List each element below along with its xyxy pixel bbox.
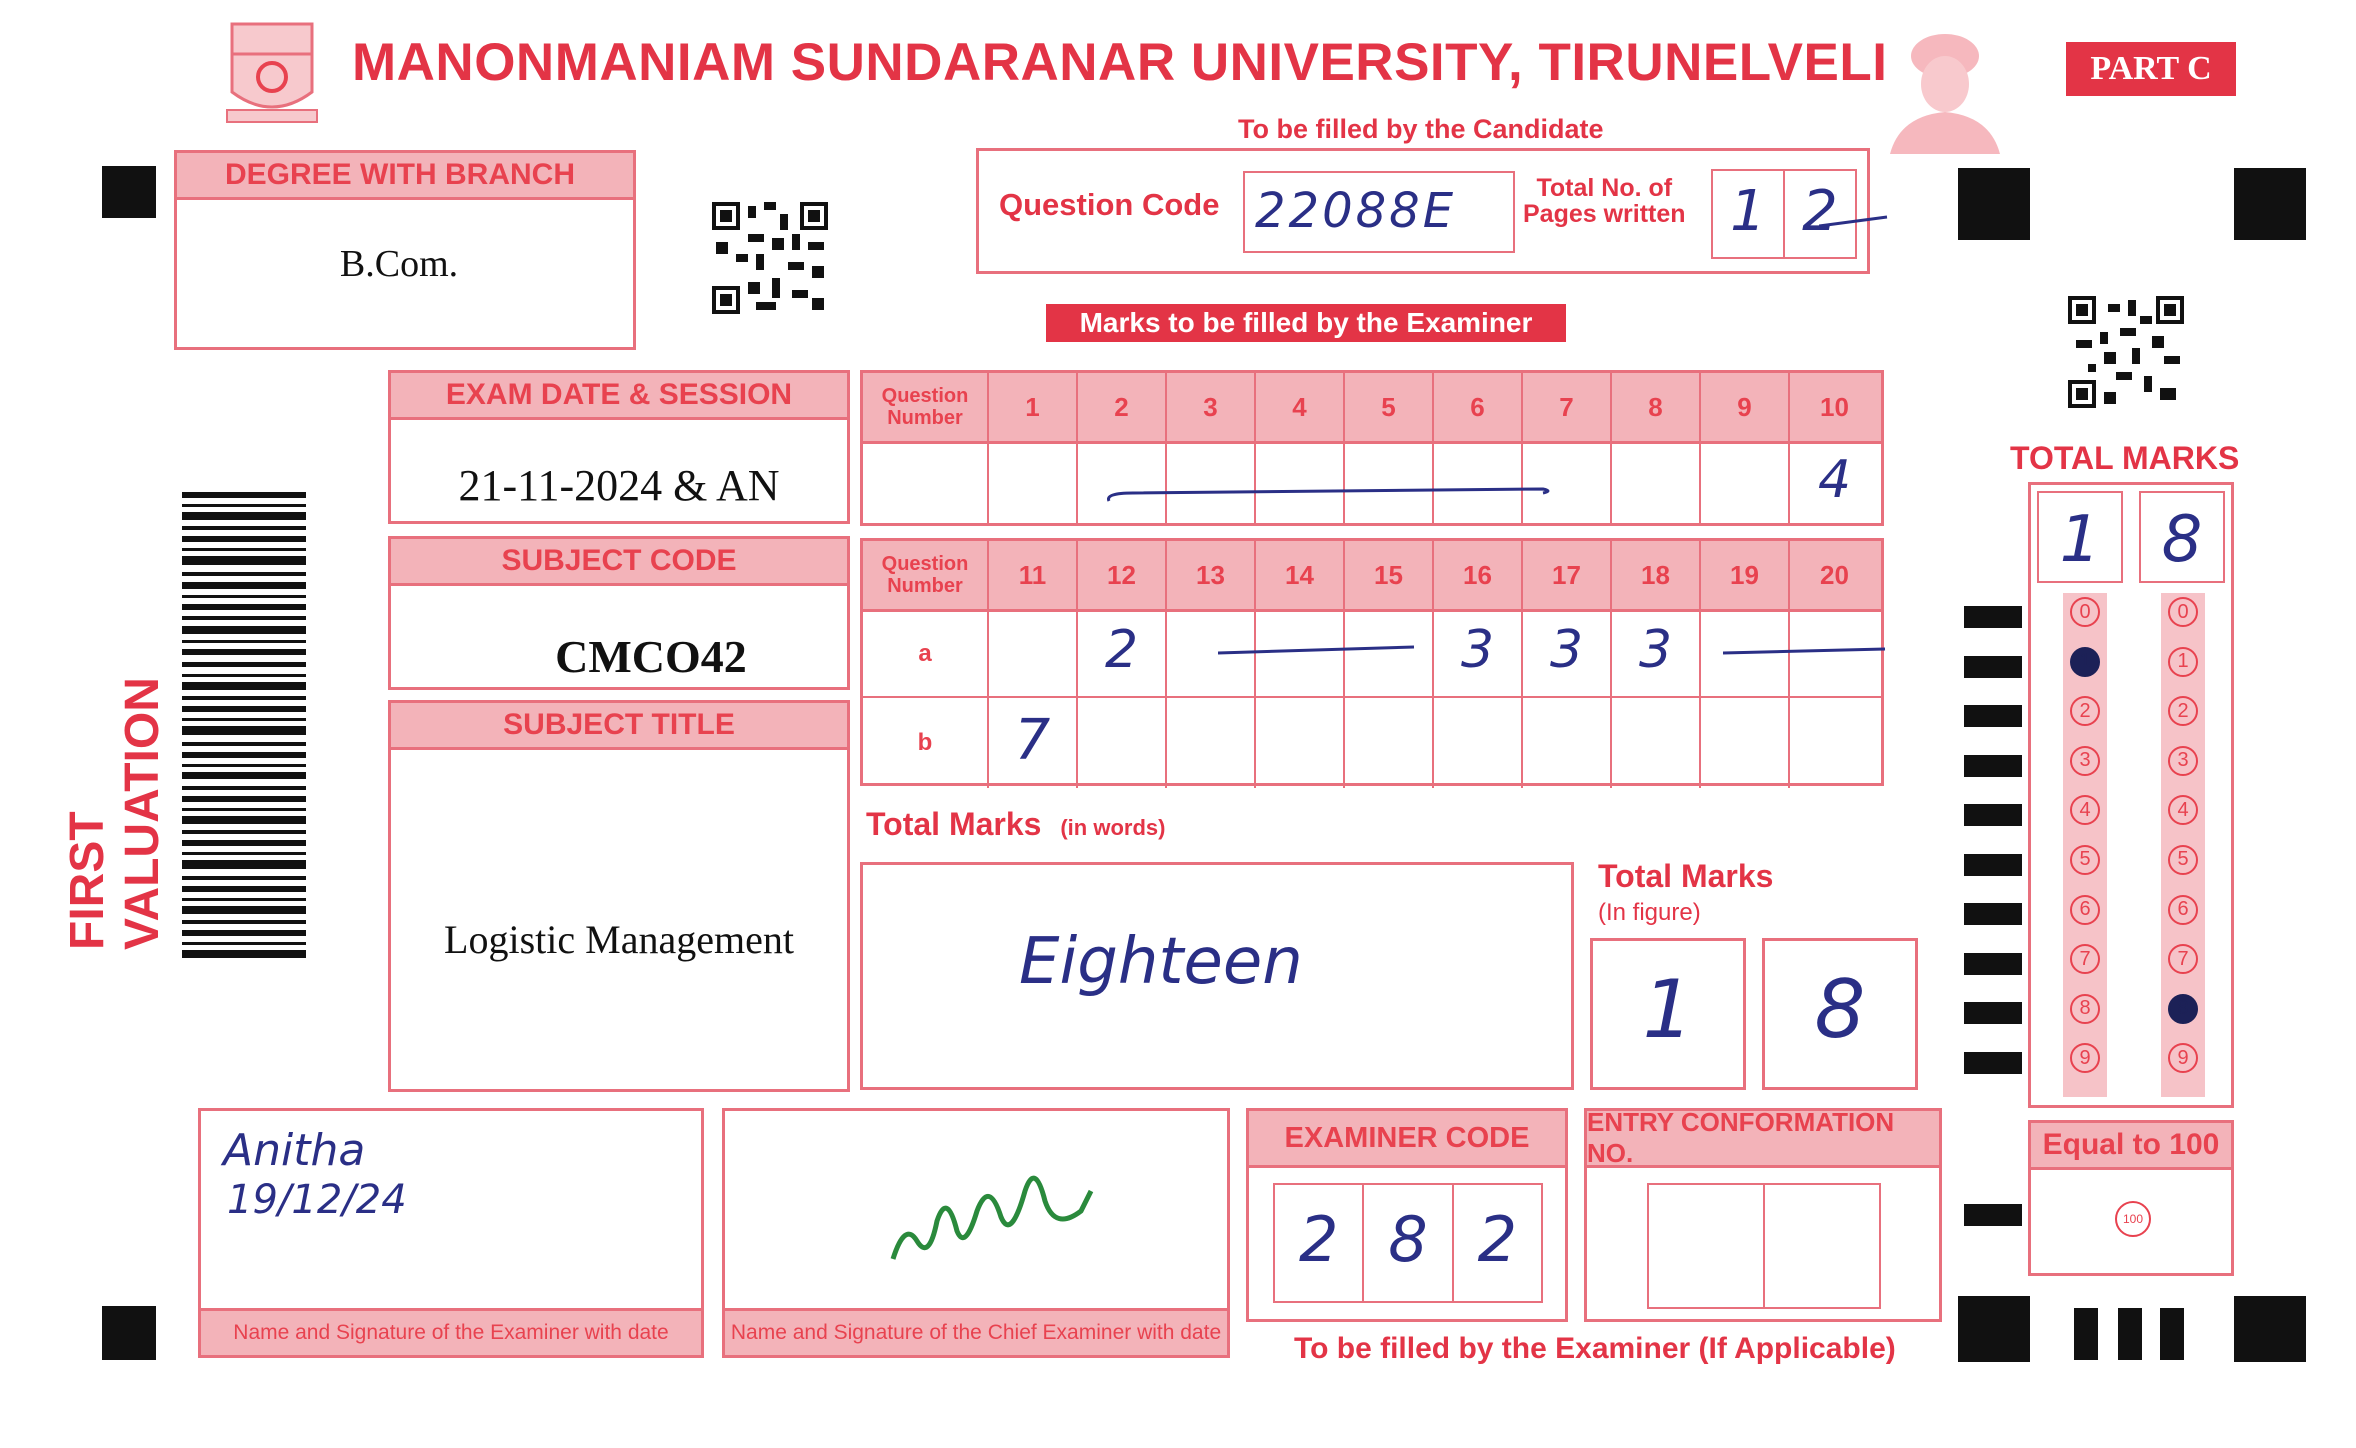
total-words-label [866, 806, 1165, 843]
timing-mark [1964, 1052, 2022, 1074]
total-figure-label [1598, 858, 1773, 927]
examiner-code-box [1246, 1108, 1568, 1322]
total-words-box [860, 862, 1574, 1090]
subject-code-box [388, 536, 850, 690]
mark-cell[interactable] [1256, 698, 1345, 788]
timing-mark [1964, 755, 2022, 777]
pages-label-line2: Pages written [1523, 200, 1686, 228]
question-code-box [976, 148, 1870, 274]
question-number: 6 [1434, 373, 1523, 441]
entry-confirmation-fields [1647, 1183, 1881, 1309]
row-a-label: a [863, 612, 989, 696]
bubble-list-2 [2168, 597, 2198, 1093]
pages-strike [1819, 211, 1889, 231]
total-figure-sub: (In figure) [1598, 899, 1701, 926]
subject-code-value: CMCO42 [555, 631, 747, 682]
degree-value: B.Com. [339, 243, 459, 285]
entry-confirmation-field[interactable] [1765, 1185, 1879, 1307]
question-number-label [863, 541, 989, 609]
examiner-code-digit[interactable]: 2 [1275, 1185, 1364, 1301]
chief-signature-box [722, 1108, 1230, 1358]
question-code-label: Question Code [999, 187, 1220, 222]
strike-line [1218, 641, 1418, 661]
marks-grid-1 [860, 370, 1884, 526]
question-number: 15 [1345, 541, 1434, 609]
total-marks-digit-box [2037, 491, 2123, 583]
mark-cell[interactable]: 7 [989, 698, 1078, 788]
timing-mark [1964, 705, 2022, 727]
total-marks-panel-label: TOTAL MARKS [2010, 440, 2240, 476]
question-number: 5 [1345, 373, 1434, 441]
qr-code [712, 202, 828, 314]
question-number: 14 [1256, 541, 1345, 609]
examiner-code-label: EXAMINER CODE [1249, 1111, 1565, 1168]
part-badge [2066, 42, 2236, 96]
question-number-label [863, 373, 989, 441]
timing-mark [1964, 606, 2022, 628]
university-emblem [222, 22, 322, 127]
mark-cell[interactable] [1078, 698, 1167, 788]
examiner-banner-text: Marks to be filled by the Examiner [1079, 307, 1533, 338]
mark-cell[interactable] [1790, 698, 1879, 788]
mark-bubble[interactable]: 5 [2070, 845, 2100, 875]
pages-digit-2: 2 [1802, 179, 1838, 244]
examiner-name: Anitha [223, 1125, 366, 1176]
question-code-value: 22088E [1255, 183, 1457, 239]
registration-mark [102, 166, 156, 218]
registration-mark [1958, 168, 2030, 240]
examiner-code-digit[interactable]: 8 [1364, 1185, 1453, 1301]
subject-title-box [388, 700, 850, 1092]
total-marks-digit-2[interactable]: 8 [2161, 503, 2203, 577]
mark-cell[interactable] [1612, 698, 1701, 788]
mark-bubble[interactable]: 1 [2070, 647, 2100, 677]
examiner-date: 19/12/24 [227, 1177, 407, 1223]
mark-cell[interactable]: 3 [1434, 612, 1523, 696]
qr-code [2068, 296, 2184, 408]
qlabel-line1: Question [881, 553, 969, 575]
equal100-label: Equal to 100 [2031, 1123, 2231, 1170]
examiner-signature-box [198, 1108, 704, 1358]
entry-confirmation-field[interactable] [1649, 1185, 1765, 1307]
mark-bubble[interactable]: 2 [2070, 696, 2100, 726]
entry-confirmation-label: ENTRY CONFORMATION NO. [1587, 1111, 1939, 1168]
timing-mark [1964, 953, 2022, 975]
mark-bubble[interactable]: 2 [2168, 696, 2198, 726]
registration-mark [2234, 1296, 2306, 1362]
mark-bubble[interactable]: 8 [2168, 994, 2198, 1024]
timing-mark [1964, 656, 2022, 678]
qlabel-line1: Question [881, 385, 969, 407]
exam-date-label: EXAM DATE & SESSION [391, 373, 847, 420]
registration-bar [2118, 1308, 2142, 1360]
question-number: 16 [1434, 541, 1523, 609]
total-figure-title: Total Marks [1598, 858, 1774, 894]
total-marks-digit-box [2139, 491, 2225, 583]
row-b-label: b [863, 698, 989, 788]
subject-title-label: SUBJECT TITLE [391, 703, 847, 750]
chief-signature-label: Name and Signature of the Chief Examiner with date [725, 1308, 1227, 1355]
examiner-code-fields [1273, 1183, 1543, 1303]
question-number: 8 [1612, 373, 1701, 441]
examiner-note: To be filled by the Examiner (If Applicable) [1294, 1332, 1896, 1365]
mark-bubble[interactable]: 9 [2070, 1043, 2100, 1073]
mark-cell[interactable] [1701, 698, 1790, 788]
registration-mark [102, 1306, 156, 1360]
mark-bubble[interactable]: 7 [2070, 944, 2100, 974]
total-figure-digit-1[interactable]: 1 [1642, 963, 1694, 1056]
mark-cell[interactable]: 3 [1523, 612, 1612, 696]
registration-bar [2074, 1308, 2098, 1360]
total-words-sub: (in words) [1060, 815, 1166, 840]
total-words-title: Total Marks [866, 806, 1042, 842]
mark-bubble[interactable]: 4 [2168, 795, 2198, 825]
mark-bubble[interactable]: 0 [2168, 597, 2198, 627]
degree-box [174, 150, 636, 350]
mark-cell[interactable] [1167, 698, 1256, 788]
question-number: 12 [1078, 541, 1167, 609]
university-title: MANONMANIAM SUNDARANAR UNIVERSITY, TIRUNELVELI [352, 33, 1888, 92]
qlabel-line2: Number [887, 407, 963, 429]
mark-bubble[interactable]: 9 [2168, 1043, 2198, 1073]
mark-cell[interactable] [863, 444, 989, 526]
first-valuation-label [60, 530, 169, 950]
pages-digit-1: 1 [1713, 171, 1785, 257]
exam-date-box [388, 370, 850, 524]
qlabel-line2: Number [887, 575, 963, 597]
question-number: 10 [1820, 391, 1849, 422]
bubble-100-label: 100 [2122, 1212, 2144, 1226]
mark-cell[interactable] [1434, 698, 1523, 788]
mark-bubble[interactable]: 6 [2168, 895, 2198, 925]
total-marks-panel [2028, 482, 2234, 1108]
question-number: 19 [1701, 541, 1790, 609]
subject-title-value: Logistic Management [444, 917, 794, 962]
part-label: PART C [2090, 50, 2212, 87]
question-number: 4 [1256, 373, 1345, 441]
mark-cell[interactable]: 2 [1078, 612, 1167, 696]
question-number: 13 [1167, 541, 1256, 609]
question-number: 7 [1523, 373, 1612, 441]
total-figure-digit-box [1590, 938, 1746, 1090]
subject-code-label: SUBJECT CODE [391, 539, 847, 586]
question-number: 9 [1701, 373, 1790, 441]
question-number: 3 [1167, 373, 1256, 441]
mark-cell[interactable]: 4 [1817, 450, 1852, 510]
mark-cell[interactable] [989, 612, 1078, 696]
registration-bar [2160, 1308, 2184, 1360]
bubble-100[interactable] [2115, 1201, 2151, 1237]
total-marks-digit-1[interactable]: 1 [2059, 503, 2101, 577]
mark-bubble[interactable]: 1 [2168, 647, 2198, 677]
total-figure-digit-box [1762, 938, 1918, 1090]
entry-confirmation-box [1584, 1108, 1942, 1322]
question-code-field [1243, 171, 1515, 253]
strike-line [1103, 479, 1553, 509]
examiner-signature-label: Name and Signature of the Examiner with date [201, 1308, 701, 1355]
strike-line [1723, 641, 1887, 661]
question-number: 20 [1820, 559, 1849, 590]
pages-label-line1: Total No. of [1536, 174, 1673, 202]
founder-portrait [1880, 24, 2010, 154]
timing-mark [1964, 804, 2022, 826]
mark-cell[interactable] [1612, 444, 1701, 526]
question-number: 1 [989, 373, 1078, 441]
marks-grid-2 [860, 538, 1884, 786]
mark-cell[interactable]: 3 [1612, 612, 1701, 696]
mark-bubble[interactable]: 5 [2168, 845, 2198, 875]
total-words-value[interactable]: Eighteen [1019, 925, 1303, 999]
mark-bubble[interactable]: 4 [2070, 795, 2100, 825]
bubble-list-1 [2070, 597, 2100, 1093]
mark-bubble[interactable]: 7 [2168, 944, 2198, 974]
equal100-box [2028, 1120, 2234, 1276]
question-number: 17 [1523, 541, 1612, 609]
mark-cell[interactable] [1701, 444, 1790, 526]
mark-bubble[interactable]: 6 [2070, 895, 2100, 925]
pages-label [1523, 175, 1686, 227]
examiner-code-digit[interactable]: 2 [1477, 1203, 1518, 1276]
mark-cell[interactable] [1345, 698, 1434, 788]
timing-mark [1964, 903, 2022, 925]
registration-mark [2234, 168, 2306, 240]
registration-mark [1958, 1296, 2030, 1362]
total-figure-digit-2[interactable]: 8 [1814, 963, 1866, 1056]
chief-signature [885, 1151, 1105, 1271]
question-number: 11 [989, 541, 1078, 609]
mark-bubble[interactable]: 3 [2070, 746, 2100, 776]
timing-mark [1964, 1204, 2022, 1226]
timing-mark [1964, 854, 2022, 876]
question-number: 18 [1612, 541, 1701, 609]
mark-bubble[interactable]: 0 [2070, 597, 2100, 627]
timing-mark [1964, 1002, 2022, 1024]
degree-label: DEGREE WITH BRANCH [177, 153, 633, 200]
examiner-banner [1046, 304, 1566, 342]
barcode [182, 492, 306, 962]
mark-bubble[interactable]: 3 [2168, 746, 2198, 776]
candidate-note: To be filled by the Candidate [1238, 114, 1604, 144]
mark-cell[interactable] [1523, 698, 1612, 788]
exam-date-value: 21-11-2024 & AN [458, 461, 780, 510]
mark-cell[interactable] [989, 444, 1078, 526]
question-number: 2 [1078, 373, 1167, 441]
first-valuation-text: FIRST VALUATION [61, 677, 169, 950]
mark-bubble[interactable]: 8 [2070, 994, 2100, 1024]
